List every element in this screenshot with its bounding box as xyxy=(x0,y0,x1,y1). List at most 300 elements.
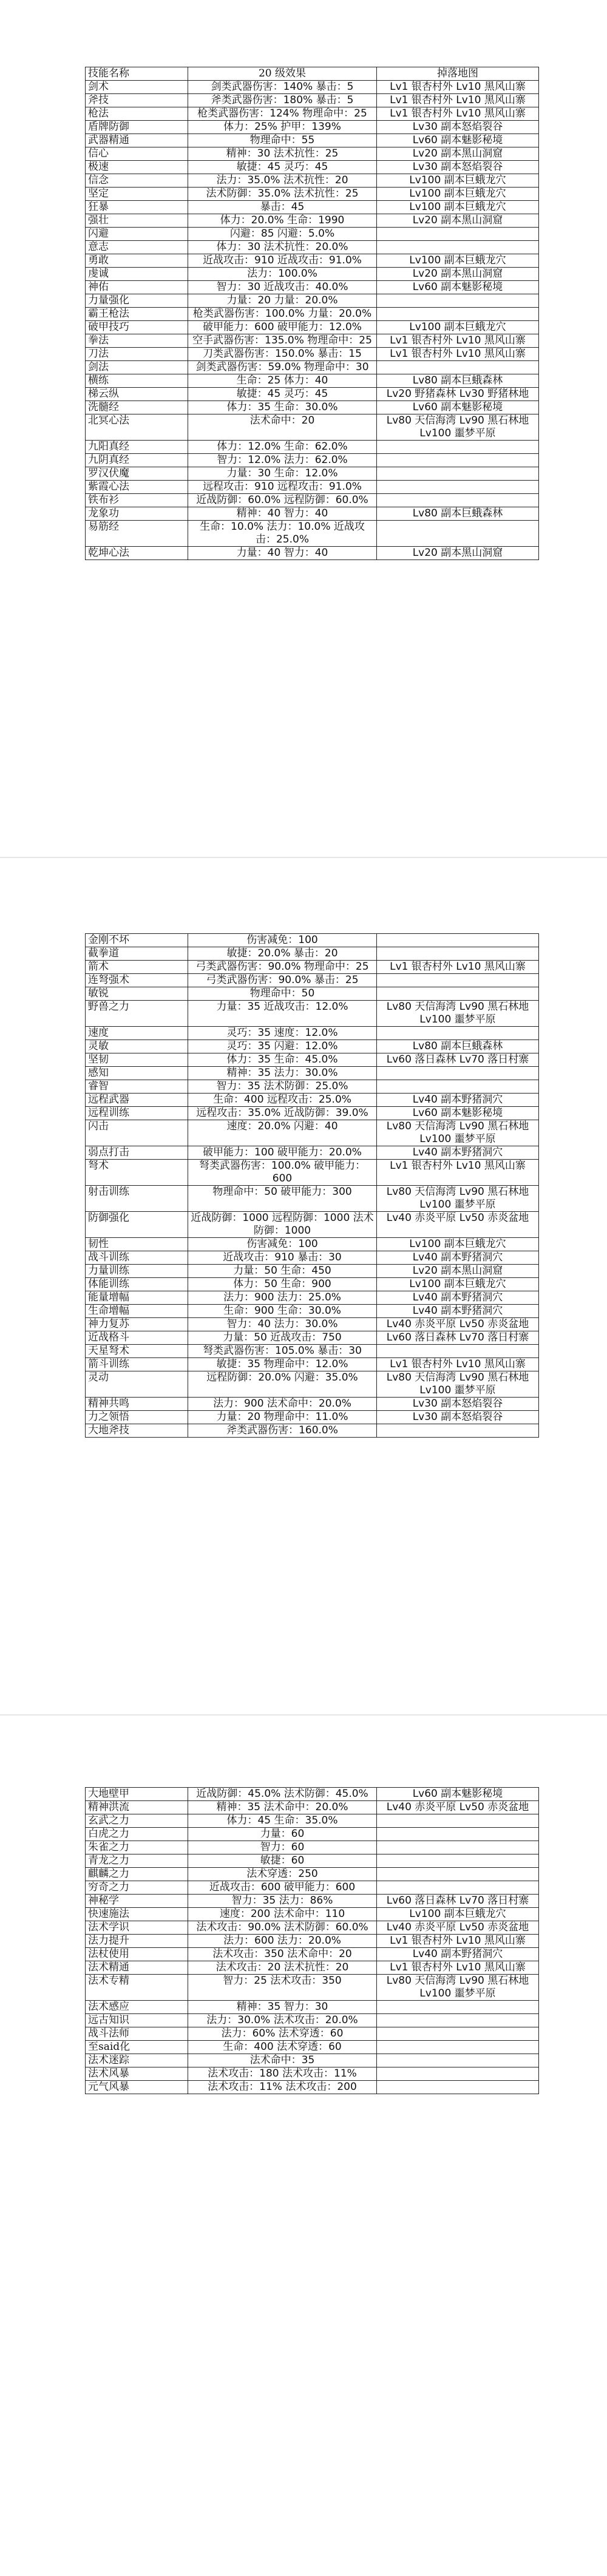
table-row xyxy=(86,94,539,107)
effect-cell: 破甲能力：100 破甲能力：20.0% xyxy=(188,1146,377,1160)
table-row xyxy=(86,1186,539,1212)
skill-name-cell: 体能训练 xyxy=(86,1278,188,1291)
page-separator xyxy=(0,857,607,858)
skill-name-cell: 神力复苏 xyxy=(86,1318,188,1331)
drop-map-cell: Lv30 副本怒焰裂谷 xyxy=(377,121,539,134)
drop-map-cell: Lv1 银杏村外 Lv10 黑风山寨 xyxy=(377,107,539,121)
table-row xyxy=(86,507,539,521)
table-row xyxy=(86,1961,539,1975)
drop-map-cell xyxy=(377,454,539,467)
effect-cell: 近战防御：45.0% 法术防御：45.0% xyxy=(188,1788,377,1801)
drop-map-cell: Lv80 天信海湾 Lv90 黑石林地 Lv100 噩梦平原 xyxy=(377,414,539,441)
drop-map-cell: Lv20 副本黑山洞窟 xyxy=(377,547,539,560)
drop-map-cell: Lv40 副本野猪洞穴 xyxy=(377,1291,539,1305)
effect-cell: 枪类武器伤害：124% 物理命中：25 xyxy=(188,107,377,121)
effect-cell: 远程攻击：35.0% 近战防御：39.0% xyxy=(188,1107,377,1120)
drop-map-cell: Lv40 赤炎平原 Lv50 赤炎盆地 xyxy=(377,1212,539,1238)
table-row xyxy=(86,1238,539,1251)
table-row xyxy=(86,987,539,1001)
effect-cell: 智力：40 法力：30.0% xyxy=(188,1318,377,1331)
skill-name-cell: 箭术 xyxy=(86,961,188,974)
table-row xyxy=(86,281,539,294)
effect-cell: 精神：35 智力：30 xyxy=(188,2001,377,2014)
table-row xyxy=(86,1895,539,1908)
skill-name-cell: 远程武器 xyxy=(86,1094,188,1107)
table-row xyxy=(86,1027,539,1040)
skill-name-cell: 枪法 xyxy=(86,107,188,121)
effect-cell: 剑类武器伤害：59.0% 物理命中：30 xyxy=(188,361,377,374)
effect-cell: 力量：30 生命：12.0% xyxy=(188,467,377,481)
table-row xyxy=(86,454,539,467)
skill-name-cell: 箭斗训练 xyxy=(86,1358,188,1371)
table-row xyxy=(86,2014,539,2027)
effect-cell: 智力：35 法术防御：25.0% xyxy=(188,1080,377,1094)
drop-map-cell xyxy=(377,2014,539,2027)
table-row xyxy=(86,254,539,268)
document-page-1 xyxy=(0,0,607,827)
effect-cell: 法力：60% 法术穿透：60 xyxy=(188,2027,377,2041)
skill-name-cell: 剑术 xyxy=(86,81,188,94)
effect-cell: 敏捷：45 灵巧：45 xyxy=(188,161,377,174)
table-row xyxy=(86,268,539,281)
effect-cell: 生命：400 远程攻击：25.0% xyxy=(188,1094,377,1107)
drop-map-cell: Lv100 副本巨蛾龙穴 xyxy=(377,254,539,268)
skill-name-cell: 远古知识 xyxy=(86,2014,188,2027)
effect-cell: 近战攻击：910 暴击：30 xyxy=(188,1251,377,1265)
drop-map-cell: Lv1 银杏村外 Lv10 黑风山寨 xyxy=(377,1358,539,1371)
skill-name-cell: 能量增幅 xyxy=(86,1291,188,1305)
skill-name-cell: 刀法 xyxy=(86,348,188,361)
table-row xyxy=(86,174,539,188)
skill-name-cell: 破甲技巧 xyxy=(86,321,188,334)
drop-map-cell: Lv60 副本魅影秘境 xyxy=(377,134,539,147)
table-row xyxy=(86,241,539,254)
drop-map-cell xyxy=(377,2001,539,2014)
table-row xyxy=(86,1094,539,1107)
drop-map-cell: Lv1 银杏村外 Lv10 黑风山寨 xyxy=(377,1935,539,1948)
table-row xyxy=(86,467,539,481)
skill-name-cell: 感知 xyxy=(86,1067,188,1080)
skill-name-cell: 神佑 xyxy=(86,281,188,294)
drop-map-cell xyxy=(377,1868,539,1881)
document-page-3 xyxy=(0,1726,607,2576)
skill-name-cell: 精神洪流 xyxy=(86,1801,188,1814)
skill-name-cell: 九阳真经 xyxy=(86,441,188,454)
effect-cell: 体力：30 法术抗性：20.0% xyxy=(188,241,377,254)
table-row xyxy=(86,81,539,94)
drop-map-cell xyxy=(377,308,539,321)
effect-cell: 破甲能力：600 破甲能力：12.0% xyxy=(188,321,377,334)
skills-table-3 xyxy=(85,1787,539,2094)
effect-cell: 法术命中：20 xyxy=(188,414,377,441)
effect-cell: 斧类武器伤害：160.0% xyxy=(188,1424,377,1438)
skill-name-cell: 速度 xyxy=(86,1027,188,1040)
skill-name-cell: 斧技 xyxy=(86,94,188,107)
table-row xyxy=(86,1801,539,1814)
effect-cell: 力量：20 力量：20.0% xyxy=(188,294,377,308)
skill-name-cell: 朱雀之力 xyxy=(86,1841,188,1854)
drop-map-cell: Lv40 赤炎平原 Lv50 赤炎盆地 xyxy=(377,1921,539,1935)
table-row xyxy=(86,321,539,334)
table-row xyxy=(86,1160,539,1186)
effect-cell: 法术攻击：20 法术抗性：20 xyxy=(188,1961,377,1975)
table-row xyxy=(86,2041,539,2054)
drop-map-cell: Lv80 天信海湾 Lv90 黑石林地 Lv100 噩梦平原 xyxy=(377,1001,539,1027)
effect-cell: 闪避：85 闪避：5.0% xyxy=(188,228,377,241)
effect-cell: 法术攻击：180 法术攻击：11% xyxy=(188,2067,377,2081)
header-skill-name: 技能名称 xyxy=(86,67,188,81)
table-row xyxy=(86,2054,539,2067)
table-row xyxy=(86,1358,539,1371)
table-row xyxy=(86,2081,539,2094)
effect-cell: 体力：12.0% 生命：62.0% xyxy=(188,441,377,454)
drop-map-cell: Lv40 副本野猪洞穴 xyxy=(377,1094,539,1107)
table-row xyxy=(86,107,539,121)
skill-name-cell: 弩术 xyxy=(86,1160,188,1186)
effect-cell: 近战防御：60.0% 远程防御：60.0% xyxy=(188,494,377,507)
effect-cell: 敏捷：35 物理命中：12.0% xyxy=(188,1358,377,1371)
drop-map-cell: Lv100 副本巨蛾龙穴 xyxy=(377,201,539,214)
skill-name-cell: 信念 xyxy=(86,174,188,188)
table-row xyxy=(86,2067,539,2081)
effect-cell: 力量：50 生命：450 xyxy=(188,1265,377,1278)
skill-name-cell: 力量强化 xyxy=(86,294,188,308)
effect-cell: 力量：20 物理命中：11.0% xyxy=(188,1411,377,1424)
drop-map-cell: Lv30 副本怒焰裂谷 xyxy=(377,1398,539,1411)
effect-cell: 灵巧：35 速度：12.0% xyxy=(188,1027,377,1040)
table-row xyxy=(86,441,539,454)
effect-cell: 远程攻击：910 远程攻击：91.0% xyxy=(188,481,377,494)
effect-cell: 近战攻击：910 近战攻击：91.0% xyxy=(188,254,377,268)
skill-name-cell: 闪击 xyxy=(86,1120,188,1146)
effect-cell: 体力：20.0% 生命：1990 xyxy=(188,214,377,228)
table-row xyxy=(86,1080,539,1094)
effect-cell: 法力：30.0% 法术攻击：20.0% xyxy=(188,2014,377,2027)
table-row xyxy=(86,1788,539,1801)
table-row xyxy=(86,1411,539,1424)
table-row xyxy=(86,961,539,974)
drop-map-cell: Lv60 落日森林 Lv70 落日村寨 xyxy=(377,1331,539,1345)
effect-cell: 近战防御：1000 远程防御：1000 法术防御：1000 xyxy=(188,1212,377,1238)
table-row xyxy=(86,1948,539,1961)
skill-name-cell: 韧性 xyxy=(86,1238,188,1251)
table-row xyxy=(86,388,539,401)
document-page-2 xyxy=(0,868,607,1693)
header-drop-map: 掉落地图 xyxy=(377,67,539,81)
drop-map-cell xyxy=(377,1027,539,1040)
skill-name-cell: 信心 xyxy=(86,147,188,161)
drop-map-cell: Lv80 副本巨蛾森林 xyxy=(377,507,539,521)
table-row xyxy=(86,401,539,414)
effect-cell: 法术攻击：11% 法术攻击：200 xyxy=(188,2081,377,2094)
table-row xyxy=(86,1345,539,1358)
effect-cell: 物理命中：55 xyxy=(188,134,377,147)
table-row xyxy=(86,361,539,374)
effect-cell: 智力：30 近战攻击：40.0% xyxy=(188,281,377,294)
table-row xyxy=(86,374,539,388)
table-row xyxy=(86,1212,539,1238)
effect-cell: 斧类武器伤害：180% 暴击：5 xyxy=(188,94,377,107)
effect-cell: 精神：35 法力：30.0% xyxy=(188,1067,377,1080)
skill-name-cell: 紫霞心法 xyxy=(86,481,188,494)
table-row xyxy=(86,1001,539,1027)
effect-cell: 刀类武器伤害：150.0% 暴击：15 xyxy=(188,348,377,361)
drop-map-cell xyxy=(377,2081,539,2094)
table-row xyxy=(86,2001,539,2014)
skills-table-2 xyxy=(85,933,539,1438)
table-row xyxy=(86,974,539,987)
drop-map-cell: Lv1 银杏村外 Lv10 黑风山寨 xyxy=(377,961,539,974)
effect-cell: 法术攻击：350 法术命中：20 xyxy=(188,1948,377,1961)
skill-name-cell: 法术风暴 xyxy=(86,2067,188,2081)
drop-map-cell: Lv80 副本巨蛾森林 xyxy=(377,374,539,388)
drop-map-cell xyxy=(377,1067,539,1080)
table-row xyxy=(86,1278,539,1291)
table-row xyxy=(86,1251,539,1265)
effect-cell: 智力：35 法力：86% xyxy=(188,1895,377,1908)
drop-map-cell xyxy=(377,1854,539,1868)
table-row xyxy=(86,947,539,961)
skill-name-cell: 乾坤心法 xyxy=(86,547,188,560)
effect-cell: 力量：50 近战攻击：750 xyxy=(188,1331,377,1345)
effect-cell: 体力：35 生命：45.0% xyxy=(188,1053,377,1067)
table-row xyxy=(86,481,539,494)
skill-name-cell: 玄武之力 xyxy=(86,1814,188,1828)
table-row xyxy=(86,1305,539,1318)
drop-map-cell: Lv20 副本黑山洞窟 xyxy=(377,214,539,228)
skills-table-1 xyxy=(85,67,539,560)
skill-name-cell: 精神共鸣 xyxy=(86,1398,188,1411)
skill-name-cell: 截拳道 xyxy=(86,947,188,961)
skill-name-cell: 天星弩术 xyxy=(86,1345,188,1358)
effect-cell: 近战攻击：600 破甲能力：600 xyxy=(188,1881,377,1895)
drop-map-cell xyxy=(377,1424,539,1438)
effect-cell: 速度：20.0% 闪避：40 xyxy=(188,1120,377,1146)
skill-name-cell: 北冥心法 xyxy=(86,414,188,441)
effect-cell: 智力：12.0% 法力：62.0% xyxy=(188,454,377,467)
drop-map-cell: Lv1 银杏村外 Lv10 黑风山寨 xyxy=(377,94,539,107)
table-row xyxy=(86,214,539,228)
table-row xyxy=(86,1067,539,1080)
skill-name-cell: 梯云纵 xyxy=(86,388,188,401)
effect-cell: 法术防御：35.0% 法术抗性：25 xyxy=(188,188,377,201)
table-row xyxy=(86,1053,539,1067)
drop-map-cell: Lv100 副本巨蛾龙穴 xyxy=(377,188,539,201)
drop-map-cell xyxy=(377,294,539,308)
drop-map-cell xyxy=(377,241,539,254)
effect-cell: 生命：400 法术穿透：60 xyxy=(188,2041,377,2054)
skill-name-cell: 法术专精 xyxy=(86,1975,188,2001)
effect-cell: 法术攻击：90.0% 法术防御：60.0% xyxy=(188,1921,377,1935)
skill-name-cell: 霸王枪法 xyxy=(86,308,188,321)
skill-name-cell: 狂暴 xyxy=(86,201,188,214)
table-row xyxy=(86,161,539,174)
effect-cell: 弩类武器伤害：100.0% 破甲能力：600 xyxy=(188,1160,377,1186)
drop-map-cell: Lv60 副本魅影秘境 xyxy=(377,1788,539,1801)
table-row xyxy=(86,547,539,560)
effect-cell: 体力：35 生命：30.0% xyxy=(188,401,377,414)
skill-name-cell: 睿智 xyxy=(86,1080,188,1094)
drop-map-cell: Lv20 野猪森林 Lv30 野猪林地 xyxy=(377,388,539,401)
drop-map-cell: Lv40 赤炎平原 Lv50 赤炎盆地 xyxy=(377,1801,539,1814)
drop-map-cell: Lv1 银杏村外 Lv10 黑风山寨 xyxy=(377,1160,539,1186)
table-row xyxy=(86,1841,539,1854)
drop-map-cell xyxy=(377,2041,539,2054)
skill-name-cell: 坚定 xyxy=(86,188,188,201)
skill-name-cell: 青龙之力 xyxy=(86,1854,188,1868)
table-row xyxy=(86,1424,539,1438)
table-row xyxy=(86,1040,539,1053)
table-row xyxy=(86,147,539,161)
drop-map-cell: Lv80 天信海湾 Lv90 黑石林地 Lv100 噩梦平原 xyxy=(377,1120,539,1146)
table-row xyxy=(86,934,539,947)
skill-name-cell: 穷奇之力 xyxy=(86,1881,188,1895)
drop-map-cell xyxy=(377,974,539,987)
skill-name-cell: 近战格斗 xyxy=(86,1331,188,1345)
drop-map-cell: Lv60 副本魅影秘境 xyxy=(377,281,539,294)
skill-name-cell: 虔诚 xyxy=(86,268,188,281)
skill-name-cell: 敏锐 xyxy=(86,987,188,1001)
drop-map-cell xyxy=(377,947,539,961)
table-row xyxy=(86,1371,539,1398)
effect-cell: 法力：35.0% 法术抗性：20 xyxy=(188,174,377,188)
skill-name-cell: 快速施法 xyxy=(86,1908,188,1921)
effect-cell: 法术命中：35 xyxy=(188,2054,377,2067)
drop-map-cell xyxy=(377,361,539,374)
drop-map-cell: Lv40 副本野猪洞穴 xyxy=(377,1305,539,1318)
drop-map-cell: Lv80 天信海湾 Lv90 黑石林地 Lv100 噩梦平原 xyxy=(377,1371,539,1398)
effect-cell: 物理命中：50 xyxy=(188,987,377,1001)
effect-cell: 生命：10.0% 法力：10.0% 近战攻击：25.0% xyxy=(188,521,377,547)
drop-map-cell xyxy=(377,467,539,481)
skill-name-cell: 剑法 xyxy=(86,361,188,374)
effect-cell: 灵巧：35 闪避：12.0% xyxy=(188,1040,377,1053)
table-row xyxy=(86,1935,539,1948)
skill-name-cell: 强壮 xyxy=(86,214,188,228)
table-header-row xyxy=(86,67,539,81)
skill-name-cell: 盾牌防御 xyxy=(86,121,188,134)
table-row xyxy=(86,1828,539,1841)
drop-map-cell: Lv40 副本野猪洞穴 xyxy=(377,1948,539,1961)
skill-name-cell: 防御强化 xyxy=(86,1212,188,1238)
table-row xyxy=(86,494,539,507)
skill-name-cell: 金刚不坏 xyxy=(86,934,188,947)
effect-cell: 精神：30 法术抗性：25 xyxy=(188,147,377,161)
table-row xyxy=(86,121,539,134)
skill-name-cell: 法术学识 xyxy=(86,1921,188,1935)
effect-cell: 伤害减免：100 xyxy=(188,1238,377,1251)
drop-map-cell: Lv40 副本野猪洞穴 xyxy=(377,1251,539,1265)
skill-name-cell: 战斗训练 xyxy=(86,1251,188,1265)
effect-cell: 力量：40 智力：40 xyxy=(188,547,377,560)
skill-name-cell: 横练 xyxy=(86,374,188,388)
table-row xyxy=(86,188,539,201)
table-row xyxy=(86,334,539,348)
effect-cell: 智力：25 法术攻击：350 xyxy=(188,1975,377,2001)
drop-map-cell: Lv30 副本怒焰裂谷 xyxy=(377,161,539,174)
drop-map-cell: Lv1 银杏村外 Lv10 黑风山寨 xyxy=(377,1961,539,1975)
effect-cell: 生命：900 生命：30.0% xyxy=(188,1305,377,1318)
skill-name-cell: 闪避 xyxy=(86,228,188,241)
drop-map-cell xyxy=(377,441,539,454)
drop-map-cell: Lv100 副本巨蛾龙穴 xyxy=(377,1278,539,1291)
effect-cell: 物理命中：50 破甲能力：300 xyxy=(188,1186,377,1212)
effect-cell: 敏捷：60 xyxy=(188,1854,377,1868)
effect-cell: 法力：100.0% xyxy=(188,268,377,281)
table-row xyxy=(86,1291,539,1305)
table-row xyxy=(86,1854,539,1868)
skill-name-cell: 洗髓经 xyxy=(86,401,188,414)
header-level20-effect: 20 级效果 xyxy=(188,67,377,81)
skill-name-cell: 麒麟之力 xyxy=(86,1868,188,1881)
effect-cell: 精神：40 智力：40 xyxy=(188,507,377,521)
skill-name-cell: 勇敢 xyxy=(86,254,188,268)
drop-map-cell: Lv40 副本野猪洞穴 xyxy=(377,1146,539,1160)
skill-name-cell: 神秘学 xyxy=(86,1895,188,1908)
skill-name-cell: 连弩强术 xyxy=(86,974,188,987)
drop-map-cell: Lv1 银杏村外 Lv10 黑风山寨 xyxy=(377,81,539,94)
skill-name-cell: 力之领悟 xyxy=(86,1411,188,1424)
table-row xyxy=(86,1921,539,1935)
skill-name-cell: 罗汉伏魔 xyxy=(86,467,188,481)
skill-name-cell: 大地壁甲 xyxy=(86,1788,188,1801)
table-row xyxy=(86,1265,539,1278)
skill-name-cell: 武器精通 xyxy=(86,134,188,147)
drop-map-cell: Lv60 落日森林 Lv70 落日村寨 xyxy=(377,1053,539,1067)
skill-name-cell: 灵敏 xyxy=(86,1040,188,1053)
effect-cell: 空手武器伤害：135.0% 物理命中：25 xyxy=(188,334,377,348)
skill-name-cell: 拳法 xyxy=(86,334,188,348)
table-row xyxy=(86,1120,539,1146)
drop-map-cell: Lv20 副本黑山洞窟 xyxy=(377,268,539,281)
skill-name-cell: 生命增幅 xyxy=(86,1305,188,1318)
drop-map-cell xyxy=(377,1345,539,1358)
skill-name-cell: 铁布衫 xyxy=(86,494,188,507)
effect-cell: 力量：35 近战攻击：12.0% xyxy=(188,1001,377,1027)
table-row xyxy=(86,294,539,308)
skill-name-cell: 元气风暴 xyxy=(86,2081,188,2094)
effect-cell: 精神：35 法术命中：20.0% xyxy=(188,1801,377,1814)
effect-cell: 体力：25% 护甲：139% xyxy=(188,121,377,134)
skill-name-cell: 白虎之力 xyxy=(86,1828,188,1841)
drop-map-cell xyxy=(377,1080,539,1094)
skill-name-cell: 龙象功 xyxy=(86,507,188,521)
drop-map-cell xyxy=(377,228,539,241)
effect-cell: 敏捷：20.0% 暴击：20 xyxy=(188,947,377,961)
drop-map-cell: Lv80 天信海湾 Lv90 黑石林地 Lv100 噩梦平原 xyxy=(377,1975,539,2001)
effect-cell: 力量：60 xyxy=(188,1828,377,1841)
table-row xyxy=(86,1398,539,1411)
effect-cell: 体力：45 生命：35.0% xyxy=(188,1814,377,1828)
skill-name-cell: 远程训练 xyxy=(86,1107,188,1120)
skill-name-cell: 法术精通 xyxy=(86,1961,188,1975)
drop-map-cell: Lv1 银杏村外 Lv10 黑风山寨 xyxy=(377,334,539,348)
skill-name-cell: 灵动 xyxy=(86,1371,188,1398)
skill-name-cell: 力量训练 xyxy=(86,1265,188,1278)
effect-cell: 法力：600 法力：20.0% xyxy=(188,1935,377,1948)
skill-name-cell: 弱点打击 xyxy=(86,1146,188,1160)
drop-map-cell xyxy=(377,2067,539,2081)
drop-map-cell xyxy=(377,2054,539,2067)
skill-name-cell: 易筋经 xyxy=(86,521,188,547)
effect-cell: 弩类武器伤害：105.0% 暴击：30 xyxy=(188,1345,377,1358)
drop-map-cell xyxy=(377,481,539,494)
page-separator xyxy=(0,1714,607,1716)
skill-name-cell: 意志 xyxy=(86,241,188,254)
table-row xyxy=(86,1146,539,1160)
table-row xyxy=(86,201,539,214)
effect-cell: 法力：900 法术命中：20.0% xyxy=(188,1398,377,1411)
